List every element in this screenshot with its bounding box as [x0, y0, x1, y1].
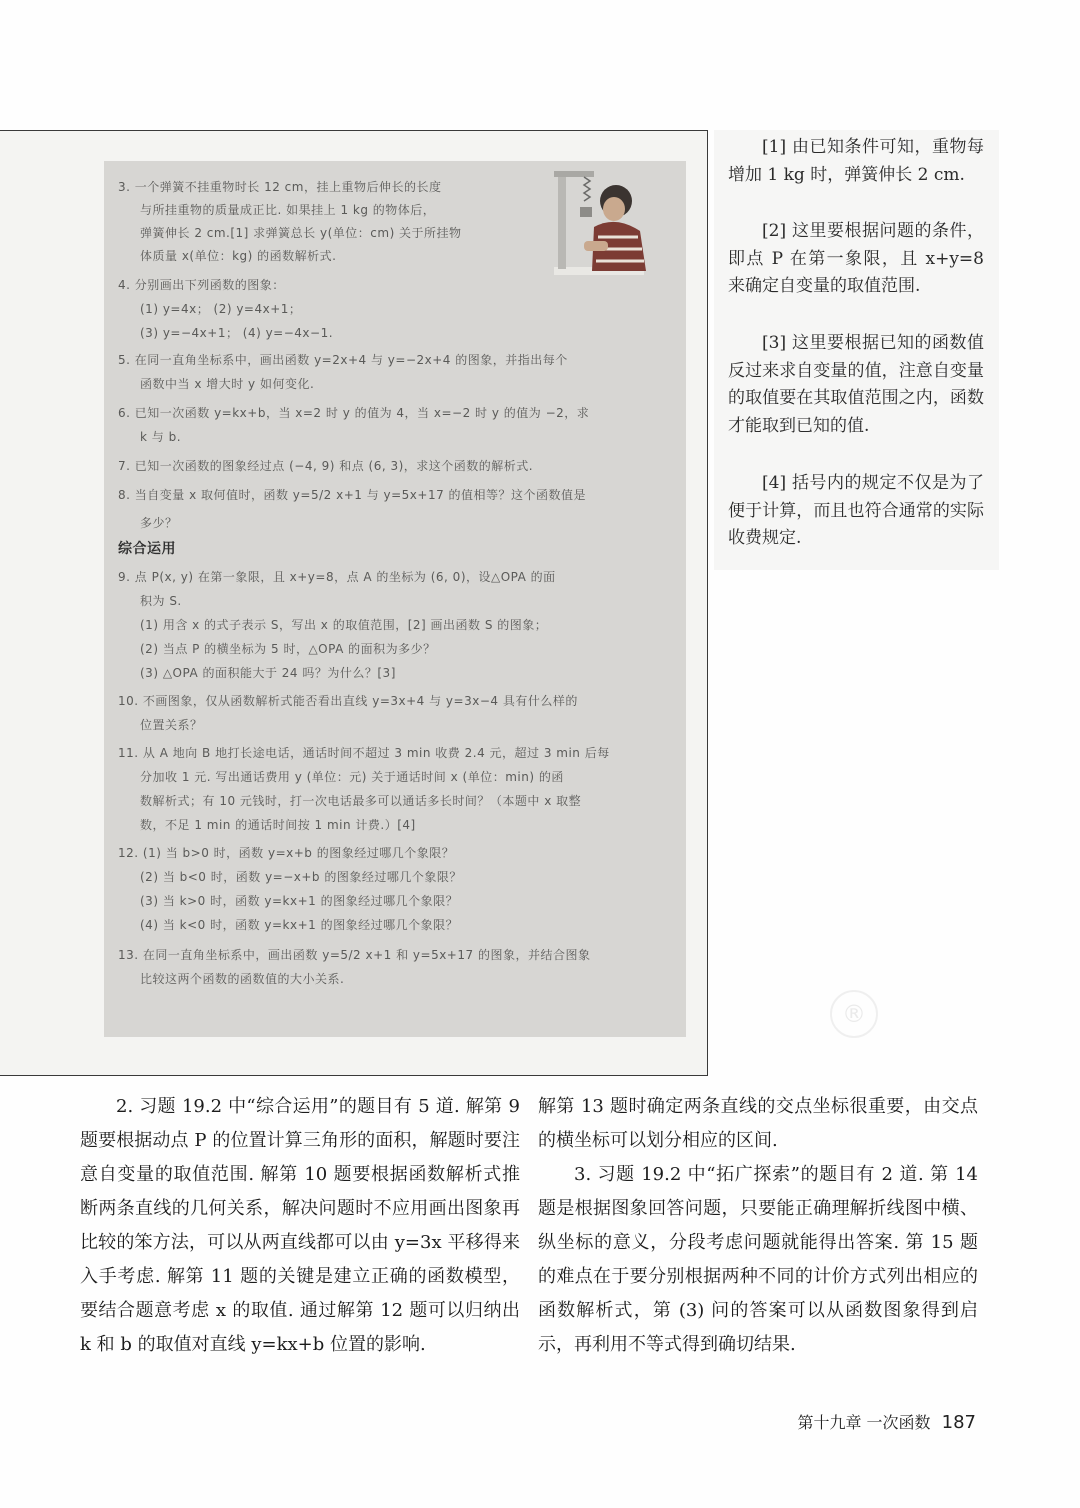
exercise-line: (3) △OPA 的面积能大于 24 吗？为什么？[3]: [140, 666, 396, 680]
exercise-line: 数，不足 1 min 的通话时间按 1 min 计费.）[4]: [140, 818, 416, 832]
exercise-line: 弹簧伸长 2 cm.[1] 求弹簧总长 y(单位：cm) 关于所挂物: [140, 226, 462, 240]
page-number: 187: [941, 1412, 976, 1433]
paragraph-exercise-extension: 3. 习题 19.2 中“拓广探索”的题目有 2 道. 第 14 题是根据图象回答问题，只要能正确理解折线图中横、纵坐标的意义，分段考虑问题就能得出答案. 第 15 题的难点在于要分别根据两种不同的计价方式列出相应的函数解析式，第 (3) 问的答案可以从函数图象得到启示，再利用不等式得到确切结果.: [538, 1164, 978, 1355]
chapter-title: 第十九章 一次函数: [797, 1413, 931, 1432]
side-note-4: [4] 括号内的规定不仅是为了便于计算，而且也符合通常的实际收费规定.: [728, 473, 984, 548]
exercise-line: 函数中当 x 增大时 y 如何变化.: [140, 377, 315, 391]
exercise-line: 分加收 1 元. 写出通话费用 y (单位：元) 关于通话时间 x (单位：min) 的函: [140, 770, 564, 784]
paragraph-exercise-comprehensive: 2. 习题 19.2 中“综合运用”的题目有 5 道. 解第 9 题要根据动点 P 的位置计算三角形的面积，解题时要注意自变量的取值范围. 解第 10 题要根据函数解析式推断两条直线的几何关系，解决问题时不应用画出图象再比较的笨方法，可以从两直线都可以由 y=3x 平移得来入手考虑. 解第 11 题的关键是建立正确的函数模型，要结合题意考虑 x 的取值. 通过解第 12 题可以归纳出 k 和 b 的取值对直线 y=kx+b 位置的影响.: [80, 1096, 520, 1355]
spring-experiment-illustration: [544, 167, 654, 279]
side-note-2: [2] 这里要根据问题的条件，即点 P 在第一象限，且 x+y=8 来确定自变量的取值范围.: [728, 221, 984, 296]
exercise-line: 多少？: [140, 516, 178, 530]
exercise-line: 12. (1) 当 b>0 时，函数 y=x+b 的图象经过哪几个象限？: [118, 846, 455, 860]
exercise-line: (2) 当 b<0 时，函数 y=−x+b 的图象经过哪几个象限？: [140, 870, 462, 884]
page-footer: [797, 1410, 976, 1433]
exercise-line: (4) 当 k<0 时，函数 y=kx+1 的图象经过哪几个象限？: [140, 918, 459, 932]
exercise-line: 3. 一个弹簧不挂重物时长 12 cm，挂上重物后伸长的长度: [118, 180, 442, 194]
exercise-line: 9. 点 P(x, y) 在第一象限，且 x+y=8，点 A 的坐标为 (6, 0)，设△OPA 的面: [118, 570, 556, 584]
side-note-1: [1] 由已知条件可知，重物每增加 1 kg 时，弹簧伸长 2 cm.: [728, 137, 984, 185]
paragraph-continuation: 解第 13 题时确定两条直线的交点坐标很重要，由交点的横坐标可以划分相应的区间.: [538, 1096, 978, 1151]
textbook-page-thumbnail: [0, 130, 708, 1076]
exercise-line: 6. 已知一次函数 y=kx+b，当 x=2 时 y 的值为 4，当 x=−2 时 y 的值为 −2，求: [118, 406, 590, 420]
exercise-panel: [104, 161, 686, 1037]
exercise-line: 比较这两个函数的函数值的大小关系.: [140, 972, 345, 986]
body-left-column: [80, 1090, 520, 1362]
exercise-line: (1) 用含 x 的式子表示 S，写出 x 的取值范围，[2] 画出函数 S 的图象；: [140, 618, 548, 632]
exercise-line: 体质量 x(单位：kg) 的函数解析式.: [140, 249, 337, 263]
exercise-line: 10. 不画图象，仅从函数解析式能否看出直线 y=3x+4 与 y=3x−4 具有什么样的: [118, 694, 578, 708]
exercise-line: k 与 b.: [140, 430, 182, 444]
exercise-line: 13. 在同一直角坐标系中，画出函数 y=5/2 x+1 和 y=5x+17 的图象，并结合图象: [118, 948, 591, 962]
exercise-line: (3) y=−4x+1； (4) y=−4x−1.: [140, 326, 334, 340]
body-right-column: [538, 1090, 978, 1362]
side-note-3: [3] 这里要根据已知的函数值反过来求自变量的值，注意自变量的取值要在其取值范围之内，函数才能取到已知的值.: [728, 333, 984, 436]
exercise-line: 4. 分别画出下列函数的图象：: [118, 278, 285, 292]
section-heading: 综合运用: [118, 541, 176, 557]
exercise-line: 5. 在同一直角坐标系中，画出函数 y=2x+4 与 y=−2x+4 的图象，并指出每个: [118, 353, 568, 367]
exercise-line: (3) 当 k>0 时，函数 y=kx+1 的图象经过哪几个象限？: [140, 894, 459, 908]
exercise-line: (2) 当点 P 的横坐标为 5 时，△OPA 的面积为多少？: [140, 642, 436, 656]
exercise-line: 位置关系？: [140, 718, 203, 732]
exercise-line: 积为 S.: [140, 594, 182, 608]
exercise-line: 11. 从 A 地向 B 地打长途电话，通话时间不超过 3 min 收费 2.4 元，超过 3 min 后每: [118, 746, 610, 760]
exercise-line: (1) y=4x； (2) y=4x+1；: [140, 302, 302, 316]
exercise-line: 与所挂重物的质量成正比. 如果挂上 1 kg 的物体后，: [140, 203, 436, 217]
registered-mark: ®: [830, 990, 878, 1038]
exercise-line: 数解析式；有 10 元钱时，打一次电话最多可以通话多长时间？（本题中 x 取整: [140, 794, 582, 808]
exercise-line: 8. 当自变量 x 取何值时，函数 y=5/2 x+1 与 y=5x+17 的值相等？这个函数值是: [118, 488, 587, 502]
exercise-line: 7. 已知一次函数的图象经过点 (−4, 9) 和点 (6, 3)，求这个函数的解析式.: [118, 459, 534, 473]
